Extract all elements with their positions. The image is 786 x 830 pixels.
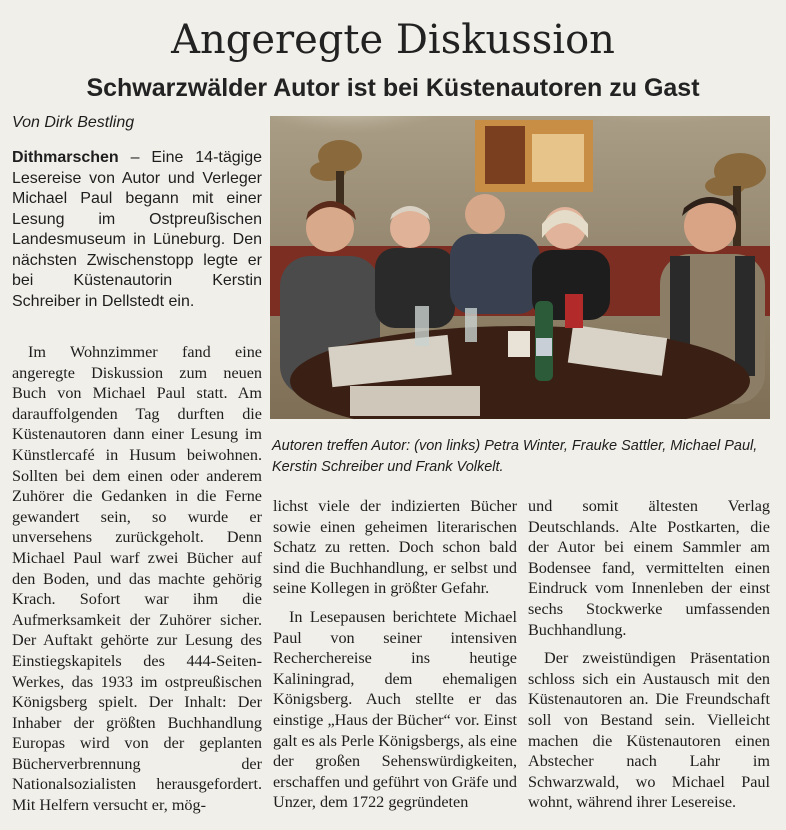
body-paragraph: und somit ältesten Verlag Deutschlands. Alte Postkarten, die der Autor bei einem Sammler am Bodensee fand, vermittelten einen Eindruck vom Innenleben der einst sechs Stockwerke umfassenden Buchhandlung. bbox=[528, 497, 770, 639]
body-paragraph: Der zweistündigen Präsentation schloss sich ein Austausch mit den Küstenautoren an. Die Freundschaft soll von Bestand sein. Vielleicht machen die Küstenautoren einen Abstecher nach Lahr im Schwarzwald, wo Michael Paul wohnt, während ihrer Lesereise. bbox=[528, 649, 770, 812]
article-photo bbox=[270, 116, 770, 419]
body-paragraph: In Lesepausen berichtete Michael Paul von seiner intensiven Recherchereise ins heutige Kaliningrad, dem ehemaligen Königsberg. Auch stellte er das einstige „Haus der Bücher“ vor. Einst galt es als Perle Königsbergs, als eine der großen Sehenswürdigkeiten, erschaffen und geführt von Gräfe und Unzer, dem 1722 gegründeten bbox=[273, 607, 517, 812]
byline: Von Dirk Bestling bbox=[12, 114, 135, 131]
article-column-3 bbox=[528, 496, 770, 830]
article-column-1 bbox=[12, 342, 262, 830]
body-paragraph: lichst viele der indizierten Bücher sowie einen geheimen literarischen Schatz zu retten. Doch schon bald sind die Buchhandlung, er selbst und seine Kollegen in größter Gefahr. bbox=[273, 497, 517, 598]
headline: Angeregte Diskussion bbox=[171, 17, 615, 63]
lead-text: – Eine 14-tägige Lesereise von Autor und Verleger Michael Paul begann mit einer Lesung im Ostpreußischen Landesmuseum in Lüneburg. Den nächsten Zwischenstopp legte er bei Küstenautorin Kerstin Schreiber in Dellstedt ein. bbox=[12, 149, 262, 310]
photo-caption: Autoren treffen Autor: (von links) Petra Winter, Frauke Sattler, Michael Paul, Kerstin Schreiber und Frank Volkelt. bbox=[272, 438, 758, 475]
photo-illustration bbox=[270, 116, 770, 419]
subheadline: Schwarzwälder Autor ist bei Küstenautoren zu Gast bbox=[86, 74, 700, 102]
body-paragraph: Im Wohnzimmer fand eine angeregte Diskussion zum neuen Buch von Michael Paul statt. Am darauffolgenden Tag durften die Küstenautoren dann einer Lesung im Künstlercafé in Husum beiwohnen. Sollten bei dem einen oder anderem Zuhörer die Gedanken in die Ferne gewandert sein, so wurde er unversehens zurückgeholt. Denn Michael Paul warf zwei Bücher auf den Boden, und das machte gehörig Krach. Sofort war ihm die Aufmerksamkeit der Zuhörer sicher. Der Auftakt gehörte zur Lesung des Einstiegskapitels des 444-Seiten-Werkes, das 1933 im ostpreußischen Königsberg spielt. Der Inhalt: Der Inhaber der größten Buchhandlung Europas wird von der geplanten Bücherverbrennung der Nationalsozialisten herausgefordert. Mit Helfern versucht er, mög- bbox=[12, 343, 262, 815]
lead-place: Dithmarschen bbox=[12, 149, 119, 166]
lead-paragraph bbox=[12, 148, 262, 312]
article-column-2 bbox=[273, 496, 517, 830]
